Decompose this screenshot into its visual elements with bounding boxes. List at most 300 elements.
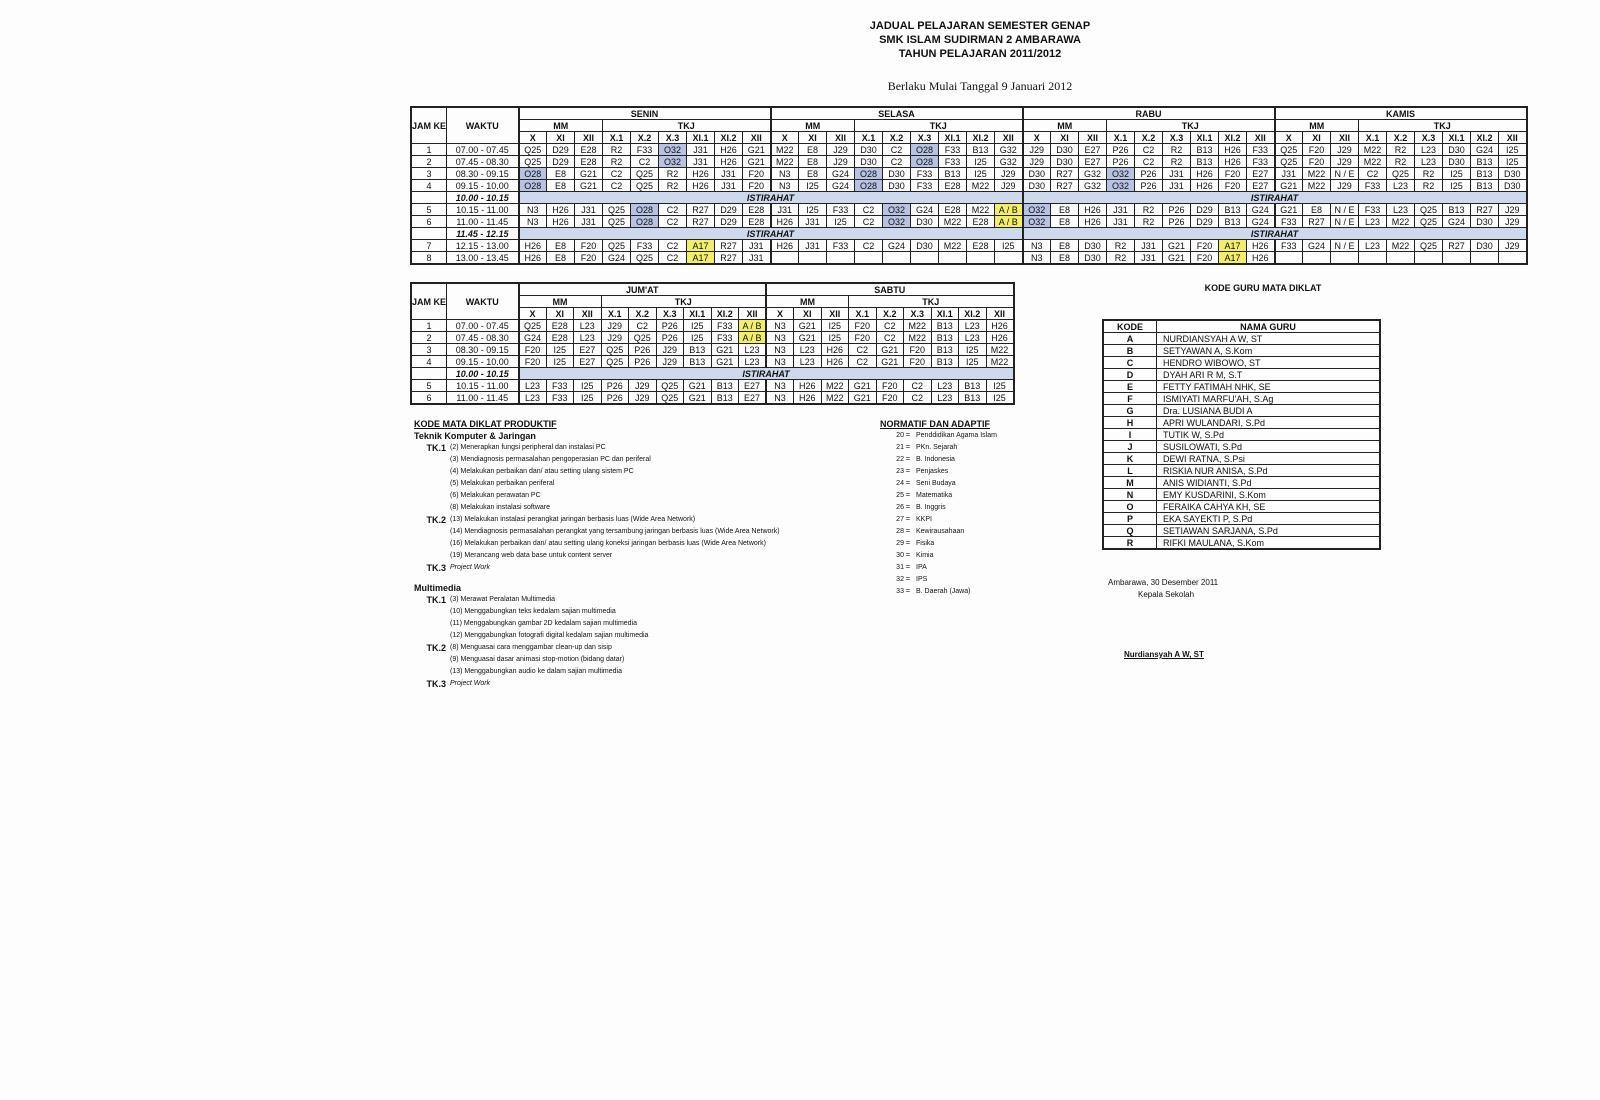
schedule-cell: C2 bbox=[855, 204, 883, 216]
tk-label: TK.3 bbox=[426, 563, 446, 573]
jam-cell: 4 bbox=[411, 356, 447, 368]
schedule-cell: H26 bbox=[794, 380, 822, 392]
schedule-cell: G21 bbox=[794, 320, 822, 332]
schedule-cell: M22 bbox=[771, 156, 799, 168]
schedule-cell: D29 bbox=[715, 216, 743, 228]
schedule-cell: G21 bbox=[575, 180, 603, 192]
schedule-cell: G21 bbox=[743, 156, 771, 168]
schedule-cell: M22 bbox=[1303, 168, 1331, 180]
tk-item: (9) Menguasai dasar animasi stop-motion (bidang datar) bbox=[450, 656, 625, 663]
schedule-cell: F20 bbox=[1219, 180, 1247, 192]
normatif-code: 28 = bbox=[896, 528, 910, 535]
schedule-cell bbox=[1499, 252, 1527, 265]
schedule-cell: E27 bbox=[739, 392, 767, 405]
schedule-cell: Q25 bbox=[1387, 168, 1415, 180]
day-header: SABTU bbox=[766, 283, 1014, 296]
kode-cell: H bbox=[1103, 417, 1157, 429]
tk-group bbox=[414, 594, 780, 642]
normatif-name: Seni Budaya bbox=[916, 480, 956, 487]
waktu-cell: 07.00 - 07.45 bbox=[447, 320, 519, 332]
schedule-cell: E28 bbox=[575, 144, 603, 156]
break-jam bbox=[411, 368, 447, 380]
schedule-cell: F20 bbox=[1219, 168, 1247, 180]
normatif-name: B. Daerah (Jawa) bbox=[916, 588, 971, 595]
day-header: RABU bbox=[1023, 107, 1275, 120]
kode-guru-header bbox=[1103, 320, 1380, 333]
jam-cell: 4 bbox=[411, 180, 447, 192]
tk-group bbox=[414, 442, 780, 514]
group-header-mm: MM bbox=[519, 120, 603, 132]
waktu-cell: 07.00 - 07.45 bbox=[447, 144, 519, 156]
schedule-cell: L23 bbox=[931, 380, 959, 392]
schedule-cell: F20 bbox=[519, 356, 547, 368]
schedule-cell: J31 bbox=[1163, 180, 1191, 192]
schedule-cell: F20 bbox=[743, 168, 771, 180]
group-header-mm: MM bbox=[519, 296, 602, 308]
class-header: XI.2 bbox=[959, 308, 987, 320]
schedule-cell bbox=[1303, 252, 1331, 265]
schedule-cell: P26 bbox=[629, 356, 657, 368]
schedule-cell: R2 bbox=[1163, 156, 1191, 168]
group-header-tkj: TKJ bbox=[603, 120, 771, 132]
schedule-cell: B13 bbox=[931, 344, 959, 356]
schedule-cell: D29 bbox=[547, 156, 575, 168]
schedule-cell: D30 bbox=[855, 144, 883, 156]
schedule-cell: E28 bbox=[967, 216, 995, 228]
normatif-item bbox=[880, 586, 997, 598]
normatif-title: NORMATIF DAN ADAPTIF bbox=[880, 419, 990, 429]
schedule-cell: C2 bbox=[904, 380, 932, 392]
schedule-cell: O28 bbox=[855, 180, 883, 192]
break-time: 11.45 - 12.15 bbox=[447, 228, 519, 240]
schedule-cell: D30 bbox=[911, 216, 939, 228]
table-row bbox=[411, 168, 1527, 180]
schedule-cell: C2 bbox=[1359, 168, 1387, 180]
group-header-mm: MM bbox=[1023, 120, 1107, 132]
kode-guru-row bbox=[1103, 441, 1380, 453]
class-header: XI.2 bbox=[1219, 132, 1247, 144]
schedule-cell: I25 bbox=[986, 392, 1014, 405]
schedule-cell: E8 bbox=[1303, 204, 1331, 216]
schedule-cell: P26 bbox=[601, 392, 629, 405]
schedule-cell: P26 bbox=[1163, 204, 1191, 216]
schedule-cell bbox=[1331, 252, 1359, 265]
class-header: XII bbox=[743, 132, 771, 144]
schedule-cell: Q25 bbox=[1275, 156, 1303, 168]
schedule-cell: H26 bbox=[1219, 144, 1247, 156]
schedule-cell: D30 bbox=[1023, 168, 1051, 180]
productive-title: KODE MATA DIKLAT PRODUKTIF bbox=[414, 419, 557, 429]
schedule-cell: H26 bbox=[1191, 180, 1219, 192]
tk-items bbox=[450, 594, 648, 642]
class-header: XI bbox=[547, 132, 575, 144]
schedule-cell: M22 bbox=[1303, 180, 1331, 192]
schedule-cell: B13 bbox=[684, 344, 712, 356]
schedule-cell: D30 bbox=[1051, 156, 1079, 168]
schedule-cell: F33 bbox=[939, 156, 967, 168]
schedule-cell: H26 bbox=[1219, 156, 1247, 168]
schedule-cell: O28 bbox=[911, 156, 939, 168]
schedule-cell: E27 bbox=[739, 380, 767, 392]
table-row bbox=[411, 332, 1014, 344]
schedule-cell: N3 bbox=[766, 320, 794, 332]
waktu-cell: 08.30 - 09.15 bbox=[447, 168, 519, 180]
class-header: XII bbox=[1331, 132, 1359, 144]
schedule-cell: F20 bbox=[1303, 144, 1331, 156]
tk-item: (13) Menggabungkan audio ke dalam sajian multimedia bbox=[450, 668, 622, 675]
schedule-cell: O28 bbox=[855, 168, 883, 180]
schedule-cell: G24 bbox=[827, 168, 855, 180]
schedule-cell: C2 bbox=[1135, 156, 1163, 168]
class-header: XI.2 bbox=[715, 132, 743, 144]
schedule-cell: J31 bbox=[743, 252, 771, 265]
title-line-1: JADUAL PELAJARAN SEMESTER GENAP bbox=[869, 20, 1091, 32]
class-header: XII bbox=[1499, 132, 1527, 144]
schedule-cell: F33 bbox=[546, 380, 574, 392]
schedule-cell: F33 bbox=[939, 144, 967, 156]
schedule-cell: R27 bbox=[1051, 180, 1079, 192]
tk-item: (19) Merancang web data base untuk content server bbox=[450, 552, 613, 559]
tk-item: (5) Melakukan perbaikan periferal bbox=[450, 480, 555, 487]
schedule-cell: O32 bbox=[883, 204, 911, 216]
break-jam bbox=[411, 228, 447, 240]
schedule-cell: L23 bbox=[1387, 204, 1415, 216]
schedule-cell: G24 bbox=[883, 240, 911, 252]
normatif-name: IPA bbox=[916, 564, 927, 571]
class-header: XII bbox=[995, 132, 1023, 144]
schedule-cell: D30 bbox=[911, 240, 939, 252]
tk-group bbox=[414, 514, 780, 562]
schedule-cell: P26 bbox=[1135, 168, 1163, 180]
schedule-cell: Q25 bbox=[656, 392, 684, 405]
normatif-item bbox=[880, 514, 997, 526]
schedule-cell: J29 bbox=[1499, 216, 1527, 228]
schedule-cell: P26 bbox=[1135, 180, 1163, 192]
tk-item: (3) Merawat Peralatan Multimedia bbox=[450, 596, 556, 603]
schedule-cell: F33 bbox=[631, 240, 659, 252]
schedule-cell: C2 bbox=[876, 332, 904, 344]
schedule-cell: J31 bbox=[1107, 204, 1135, 216]
normatif-item bbox=[880, 526, 997, 538]
normatif-code: 25 = bbox=[896, 492, 910, 499]
schedule-cell: J29 bbox=[1499, 204, 1527, 216]
schedule-cell: O32 bbox=[659, 156, 687, 168]
schedule-cell: L23 bbox=[1359, 240, 1387, 252]
schedule-cell: I25 bbox=[821, 332, 849, 344]
schedule-cell: F33 bbox=[1359, 180, 1387, 192]
kode-guru-row bbox=[1103, 345, 1380, 357]
schedule-cell: J29 bbox=[1499, 240, 1527, 252]
normatif-item bbox=[880, 454, 997, 466]
schedule-cell: Q25 bbox=[1415, 204, 1443, 216]
schedule-cell: B13 bbox=[711, 380, 739, 392]
schedule-cell: C2 bbox=[883, 156, 911, 168]
class-header: X.3 bbox=[911, 132, 939, 144]
waktu-cell: 09.15 - 10.00 bbox=[447, 356, 519, 368]
schedule-cell: D30 bbox=[1443, 156, 1471, 168]
schedule-cell: J29 bbox=[1023, 144, 1051, 156]
class-header: X.3 bbox=[1163, 132, 1191, 144]
break-row bbox=[411, 368, 1014, 380]
normatif-name: PKn. Sejarah bbox=[916, 444, 958, 451]
normatif-code: 20 = bbox=[896, 432, 910, 439]
schedule-cell: F20 bbox=[904, 356, 932, 368]
break-time: 10.00 - 10.15 bbox=[447, 368, 519, 380]
kode-cell: R bbox=[1103, 537, 1157, 550]
schedule-cell: O32 bbox=[1107, 180, 1135, 192]
schedule-cell: L23 bbox=[519, 380, 547, 392]
kode-cell: Q bbox=[1103, 525, 1157, 537]
schedule-cell: R2 bbox=[1107, 240, 1135, 252]
schedule-cell: J29 bbox=[827, 144, 855, 156]
schedule-table-bottom bbox=[410, 282, 1015, 405]
kode-cell: L bbox=[1103, 465, 1157, 477]
schedule-cell: H26 bbox=[1247, 240, 1275, 252]
schedule-cell: G21 bbox=[876, 356, 904, 368]
normatif-code: 24 = bbox=[896, 480, 910, 487]
schedule-cell: Q25 bbox=[631, 252, 659, 265]
normatif-code: 33 = bbox=[896, 588, 910, 595]
schedule-cell: H26 bbox=[1079, 204, 1107, 216]
schedule-cell: A / B bbox=[995, 204, 1023, 216]
schedule-cell: D30 bbox=[855, 156, 883, 168]
schedule-cell: G24 bbox=[1303, 240, 1331, 252]
normatif-code: 29 = bbox=[896, 540, 910, 547]
schedule-cell: N3 bbox=[771, 168, 799, 180]
schedule-cell: F33 bbox=[827, 240, 855, 252]
class-header: XII bbox=[574, 308, 602, 320]
group-header-mm: MM bbox=[766, 296, 849, 308]
kode-header: KODE bbox=[1103, 320, 1157, 333]
tk-items bbox=[450, 642, 624, 678]
schedule-cell: I25 bbox=[799, 204, 827, 216]
schedule-cell: R2 bbox=[603, 156, 631, 168]
schedule-cell: J29 bbox=[629, 380, 657, 392]
schedule-cell: A17 bbox=[1219, 252, 1247, 265]
schedule-cell: G21 bbox=[1163, 252, 1191, 265]
schedule-cell: F33 bbox=[911, 168, 939, 180]
schedule-cell: O28 bbox=[519, 168, 547, 180]
schedule-cell: N3 bbox=[519, 216, 547, 228]
schedule-cell: J31 bbox=[1163, 168, 1191, 180]
jam-cell: 3 bbox=[411, 168, 447, 180]
nama-cell: ANIS WIDIANTI, S.Pd bbox=[1157, 477, 1381, 489]
class-header: X.1 bbox=[849, 308, 877, 320]
schedule-cell bbox=[1471, 252, 1499, 265]
tk-item: (3) Mendiagnosis permasalahan pengoperasian PC dan periferal bbox=[450, 456, 651, 463]
nama-cell: EMY KUSDARINI, S.Kom bbox=[1157, 489, 1381, 501]
nama-cell: FERAIKA CAHYA KH, SE bbox=[1157, 501, 1381, 513]
schedule-cell: E8 bbox=[547, 180, 575, 192]
tk-item: (8) Menguasai cara menggambar clean-up dan sisip bbox=[450, 644, 612, 651]
schedule-cell: H26 bbox=[771, 240, 799, 252]
waktu-cell: 09.15 - 10.00 bbox=[447, 180, 519, 192]
schedule-cell: B13 bbox=[967, 144, 995, 156]
schedule-cell: E28 bbox=[575, 156, 603, 168]
schedule-cell: A / B bbox=[995, 216, 1023, 228]
schedule-cell: H26 bbox=[1079, 216, 1107, 228]
break-jam bbox=[411, 192, 447, 204]
schedule-cell: A / B bbox=[739, 320, 767, 332]
schedule-cell: J29 bbox=[995, 168, 1023, 180]
schedule-cell: P26 bbox=[1107, 144, 1135, 156]
normatif-item bbox=[880, 574, 997, 586]
schedule-cell: B13 bbox=[711, 392, 739, 405]
schedule-cell: P26 bbox=[629, 344, 657, 356]
schedule-cell: L23 bbox=[1359, 216, 1387, 228]
schedule-cell: H26 bbox=[1191, 168, 1219, 180]
normatif-item bbox=[880, 562, 997, 574]
schedule-cell: C2 bbox=[855, 216, 883, 228]
tk-item: (12) Menggabungkan fotografi digital kedalam sajian multimedia bbox=[450, 632, 649, 639]
schedule-cell: F20 bbox=[519, 344, 547, 356]
tk-items bbox=[450, 442, 651, 514]
schedule-cell: Q25 bbox=[631, 180, 659, 192]
schedule-cell: B13 bbox=[1471, 168, 1499, 180]
normatif-name: KKPI bbox=[916, 516, 932, 523]
class-header: X.2 bbox=[883, 132, 911, 144]
kode-guru-row bbox=[1103, 537, 1380, 550]
nama-cell: SUSILOWATI, S.Pd bbox=[1157, 441, 1381, 453]
class-header: XI.1 bbox=[931, 308, 959, 320]
normatif-name: B. Inggris bbox=[916, 504, 946, 511]
schedule-cell: L23 bbox=[574, 320, 602, 332]
productive-section bbox=[414, 582, 780, 690]
nama-cell: Dra. LUSIANA BUDI A bbox=[1157, 405, 1381, 417]
class-header: X.3 bbox=[904, 308, 932, 320]
waktu-cell: 10.15 - 11.00 bbox=[447, 380, 519, 392]
schedule-cell: G24 bbox=[519, 332, 547, 344]
schedule-cell: C2 bbox=[659, 216, 687, 228]
schedule-cell: C2 bbox=[659, 240, 687, 252]
schedule-cell: O32 bbox=[659, 144, 687, 156]
table-row bbox=[411, 180, 1527, 192]
kode-guru-table bbox=[1102, 319, 1381, 550]
schedule-cell: C2 bbox=[629, 320, 657, 332]
schedule-cell: H26 bbox=[794, 392, 822, 405]
schedule-cell: Q25 bbox=[603, 240, 631, 252]
schedule-cell: M22 bbox=[1387, 216, 1415, 228]
class-header: XI bbox=[1051, 132, 1079, 144]
schedule-cell: H26 bbox=[715, 144, 743, 156]
schedule-cell: L23 bbox=[1415, 156, 1443, 168]
tk-item: (16) Melakukan perbaikan dan/ atau setting ulang koneksi jaringan berbasis luas (Wide Area Network) bbox=[450, 540, 766, 547]
schedule-cell: I25 bbox=[967, 156, 995, 168]
schedule-cell: Q25 bbox=[519, 144, 547, 156]
schedule-cell: E28 bbox=[939, 180, 967, 192]
header-days-row bbox=[411, 283, 1014, 296]
schedule-cell: L23 bbox=[739, 344, 767, 356]
kode-guru-row bbox=[1103, 477, 1380, 489]
schedule-cell: E27 bbox=[1247, 168, 1275, 180]
class-header: X.1 bbox=[855, 132, 883, 144]
schedule-cell: R27 bbox=[687, 204, 715, 216]
jam-cell: 5 bbox=[411, 204, 447, 216]
class-header: XI.1 bbox=[687, 132, 715, 144]
class-header: X bbox=[519, 132, 547, 144]
nama-cell: ISMIYATI MARFU'AH, S.Ag bbox=[1157, 393, 1381, 405]
schedule-cell: B13 bbox=[1219, 216, 1247, 228]
normatif-item bbox=[880, 430, 997, 442]
break-label: ISTIRAHAT bbox=[1023, 192, 1527, 204]
nama-cell: EKA SAYEKTI P, S.Pd bbox=[1157, 513, 1381, 525]
sign-name: Nurdiansyah A W, ST bbox=[1124, 650, 1204, 659]
schedule-cell: O28 bbox=[631, 216, 659, 228]
schedule-cell: D30 bbox=[1051, 144, 1079, 156]
productive-legend bbox=[414, 418, 780, 690]
class-header: XII bbox=[1079, 132, 1107, 144]
schedule-cell: G21 bbox=[876, 344, 904, 356]
schedule-cell: L23 bbox=[519, 392, 547, 405]
kode-guru-row bbox=[1103, 417, 1380, 429]
schedule-cell: P26 bbox=[1107, 156, 1135, 168]
schedule-cell: C2 bbox=[1135, 144, 1163, 156]
jam-cell: 1 bbox=[411, 144, 447, 156]
schedule-cell: L23 bbox=[794, 356, 822, 368]
schedule-cell: G21 bbox=[849, 380, 877, 392]
nama-cell: SETIAWAN SARJANA, S.Pd bbox=[1157, 525, 1381, 537]
schedule-cell: B13 bbox=[684, 356, 712, 368]
schedule-cell: R2 bbox=[1107, 252, 1135, 265]
schedule-cell: P26 bbox=[656, 332, 684, 344]
schedule-cell: J31 bbox=[743, 240, 771, 252]
schedule-cell: R2 bbox=[1387, 156, 1415, 168]
schedule-cell: J31 bbox=[687, 144, 715, 156]
schedule-cell: N3 bbox=[766, 380, 794, 392]
schedule-cell: N / E bbox=[1331, 168, 1359, 180]
schedule-cell bbox=[1275, 252, 1303, 265]
schedule-cell: M22 bbox=[1387, 240, 1415, 252]
kode-cell: C bbox=[1103, 357, 1157, 369]
normatif-code: 27 = bbox=[896, 516, 910, 523]
class-header: X bbox=[519, 308, 547, 320]
kode-guru-row bbox=[1103, 453, 1380, 465]
schedule-cell: J29 bbox=[601, 320, 629, 332]
nama-cell: FETTY FATIMAH NHK, SE bbox=[1157, 381, 1381, 393]
schedule-cell: D30 bbox=[1023, 180, 1051, 192]
schedule-cell: L23 bbox=[574, 332, 602, 344]
kode-guru-row bbox=[1103, 369, 1380, 381]
schedule-cell: F33 bbox=[911, 180, 939, 192]
schedule-cell: E28 bbox=[743, 204, 771, 216]
section-name: Multimedia bbox=[414, 583, 462, 593]
table-row bbox=[411, 344, 1014, 356]
schedule-cell: E28 bbox=[546, 332, 574, 344]
schedule-cell: H26 bbox=[1247, 252, 1275, 265]
tk-item: (10) Menggabungkan teks kedalam sajian multimedia bbox=[450, 608, 616, 615]
schedule-cell: G21 bbox=[849, 392, 877, 405]
day-header: SELASA bbox=[771, 107, 1023, 120]
schedule-cell: Q25 bbox=[656, 380, 684, 392]
schedule-cell: B13 bbox=[931, 320, 959, 332]
schedule-cell: F20 bbox=[876, 380, 904, 392]
schedule-cell: L23 bbox=[959, 320, 987, 332]
schedule-cell: A17 bbox=[1219, 240, 1247, 252]
nama-cell: RISKIA NUR ANISA, S.Pd bbox=[1157, 465, 1381, 477]
schedule-cell: I25 bbox=[1499, 156, 1527, 168]
schedule-cell: B13 bbox=[959, 380, 987, 392]
schedule-cell: M22 bbox=[821, 380, 849, 392]
schedule-cell: M22 bbox=[1359, 156, 1387, 168]
kode-cell: M bbox=[1103, 477, 1157, 489]
group-header-mm: MM bbox=[1275, 120, 1359, 132]
schedule-cell: H26 bbox=[519, 252, 547, 265]
kode-cell: F bbox=[1103, 393, 1157, 405]
schedule-cell: C2 bbox=[603, 180, 631, 192]
schedule-cell: L23 bbox=[959, 332, 987, 344]
table-row bbox=[411, 392, 1014, 405]
schedule-cell: M22 bbox=[939, 216, 967, 228]
